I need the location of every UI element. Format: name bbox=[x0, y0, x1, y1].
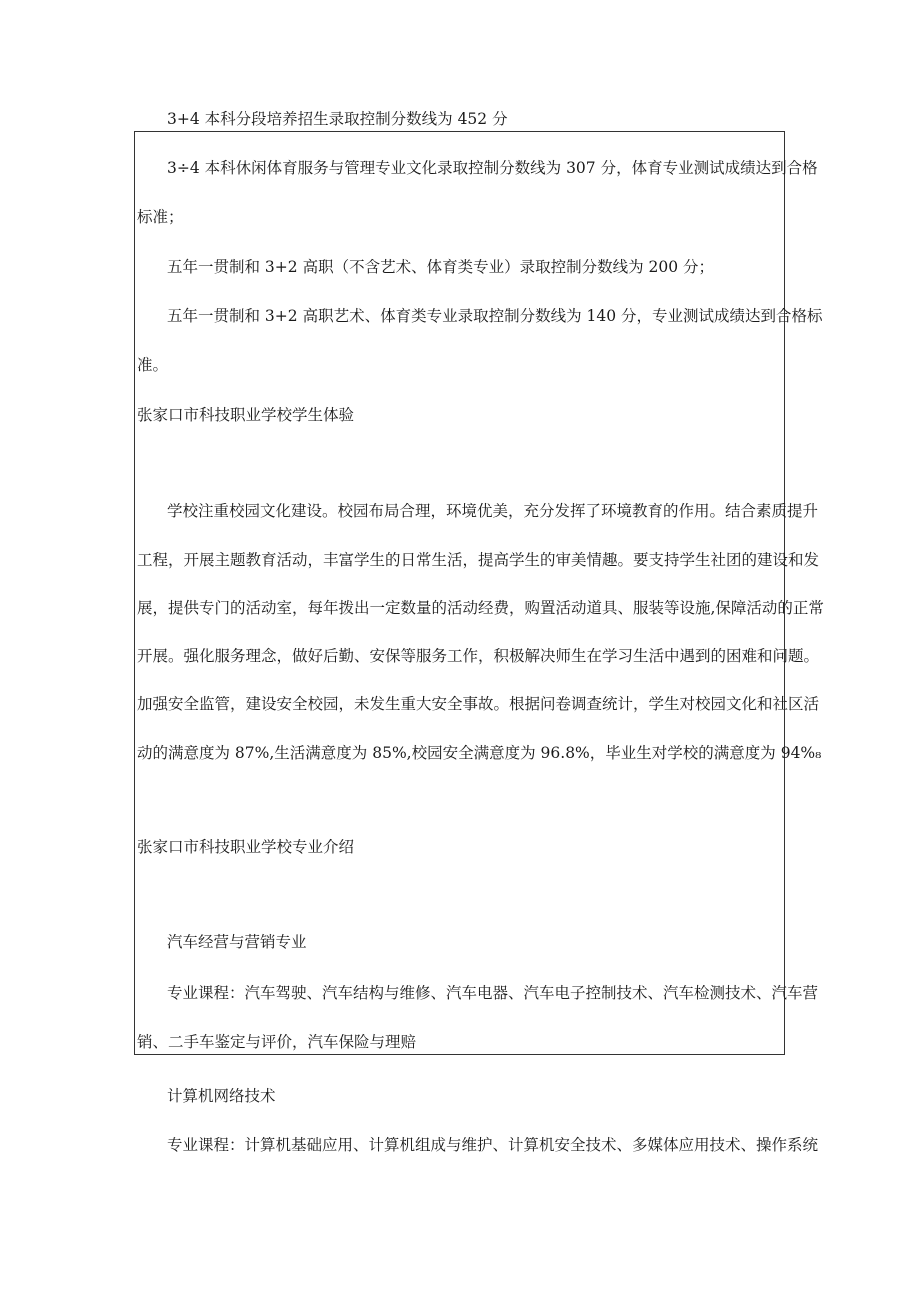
major-title-computer-network: 计算机网络技术 bbox=[167, 1087, 276, 1105]
experience-paragraph-line: 展，提供专门的活动室，每年拨出一定数量的活动经费，购置活动道具、服装等设施,保障活动的正常 bbox=[137, 599, 824, 617]
experience-paragraph-line: 学校注重校园文化建设。校园布局合理，环境优美，充分发挥了环境教育的作用。结合素质提升 bbox=[167, 502, 819, 520]
section-heading-majors: 张家口市科技职业学校专业介绍 bbox=[137, 838, 355, 856]
experience-paragraph-line: 加强安全监管，建设安全校园，未发生重大安全事故。根据问卷调查统计，学生对校园文化和社区活 bbox=[137, 695, 820, 713]
major-courses-auto: 专业课程：汽车驾驶、汽车结构与维修、汽车电器、汽车电子控制技术、汽车检测技术、汽车营 bbox=[167, 984, 819, 1002]
experience-paragraph-line: 工程，开展主题教育活动，丰富学生的日常生活，提高学生的审美情趣。要支持学生社团的建设和发 bbox=[137, 551, 820, 569]
experience-paragraph-line: 动的满意度为 87%,生活满意度为 85%,校园安全满意度为 96.8%，毕业生对学校的满意度为 94%₈ bbox=[137, 744, 822, 762]
score-line-leisure-sports: 3÷4 本科休闲体育服务与管理专业文化录取控制分数线为 307 分，体育专业测试成绩达到合格 bbox=[167, 159, 818, 177]
score-line-five-year: 五年一贯制和 3+2 高职（不含艺术、体育类专业）录取控制分数线为 200 分； bbox=[167, 258, 715, 276]
experience-paragraph-line: 开展。强化服务理念，做好后勤、安保等服务工作，积极解决师生在学习生活中遇到的困难和问题。 bbox=[137, 647, 820, 665]
score-line-3plus4: 3+4 本科分段培养招生录取控制分数线为 452 分 bbox=[167, 110, 508, 128]
score-line-art-sports-cont: 准。 bbox=[137, 356, 169, 374]
major-courses-auto-cont: 销、二手车鉴定与评价，汽车保险与理赔 bbox=[137, 1033, 417, 1051]
section-heading-experience: 张家口市科技职业学校学生体验 bbox=[137, 406, 355, 424]
major-courses-computer: 专业课程：计算机基础应用、计算机组成与维护、计算机安全技术、多媒体应用技术、操作系统 bbox=[167, 1136, 819, 1154]
score-line-art-sports: 五年一贯制和 3+2 高职艺术、体育类专业录取控制分数线为 140 分，专业测试成绩达到合格标 bbox=[167, 307, 823, 325]
major-title-auto-marketing: 汽车经营与营销专业 bbox=[167, 933, 307, 951]
score-line-leisure-sports-cont: 标准； bbox=[137, 208, 184, 226]
